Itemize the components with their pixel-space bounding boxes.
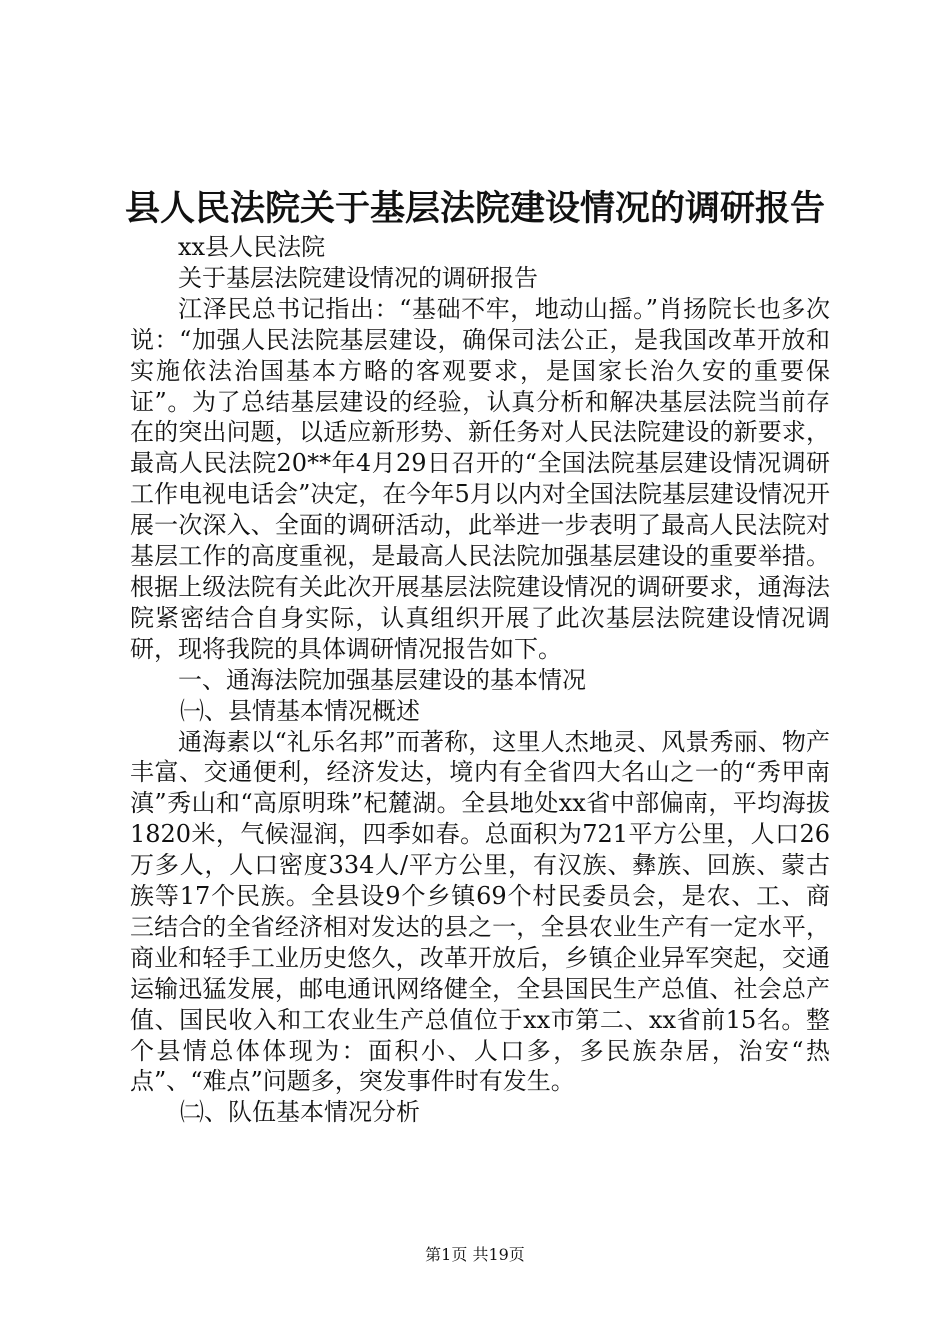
section-heading-1: 一、通海法院加强基层建设的基本情况 <box>178 665 586 694</box>
document-body <box>130 232 830 1128</box>
court-name-line: xx县人民法院 <box>178 233 326 261</box>
intro-paragraph: 江泽民总书记指出：“基础不牢，地动山摇。”肖扬院长也多次说：“加强人民法院基层建设，确保司法公正，是我国改革开放和实施依法治国基本方略的客观要求，是国家长治久安的重要保证”。为了总结基层建设的经验，认真分析和解决基层法院当前存在的突出问题，以适应新形势、新任务对人民法院建设的新要求，最高人民法院20**年4月29日召开的“全国法院基层建设情况调研工作电视电话会”决定，在今年5月以内对全国法院基层建设情况开展一次深入、全面的调研活动，此举进一步表明了最高人民法院对基层工作的高度重视，是最高人民法院加强基层建设的重要举措。根据上级法院有关此次开展基层法院建设情况的调研要求，通海法院紧密结合自身实际，认真组织开展了此次基层法院建设情况调研，现将我院的具体调研情况报告如下。 <box>130 294 830 663</box>
subsection-heading-2: ㈡、队伍基本情况分析 <box>180 1098 420 1127</box>
county-overview-paragraph: 通海素以“礼乐名邦”而著称，这里人杰地灵、风景秀丽、物产丰富、交通便利，经济发达，境内有全省四大名山之一的“秀甲南滇”秀山和“高原明珠”杞麓湖。全县地处xx省中部偏南，平均海拔1820米，气候湿润，四季如春。总面积为721平方公里，人口26万多人，人口密度334人/平方公里，有汉族、彝族、回族、蒙古族等17个民族。全县设9个乡镇69个村民委员会，是农、工、商三结合的全省经济相对发达的县之一，全县农业生产有一定水平，商业和轻手工业历史悠久，改革开放后，乡镇企业异军突起，交通运输迅猛发展，邮电通讯网络健全，全县国民生产总值、社会总产值、国民收入和工农业生产总值位于xx市第二、xx省前15名。整个县情总体体现为：面积小、人口多，多民族杂居，治安“热点”、“难点”问题多，突发事件时有发生。 <box>130 727 830 1096</box>
document-title: 县人民法院关于基层法院建设情况的调研报告 <box>124 188 825 229</box>
report-subtitle-line: 关于基层法院建设情况的调研报告 <box>178 263 538 292</box>
page-footer: 第1页 共19页 <box>425 1245 525 1264</box>
subsection-heading-1: ㈠、县情基本情况概述 <box>180 696 420 725</box>
